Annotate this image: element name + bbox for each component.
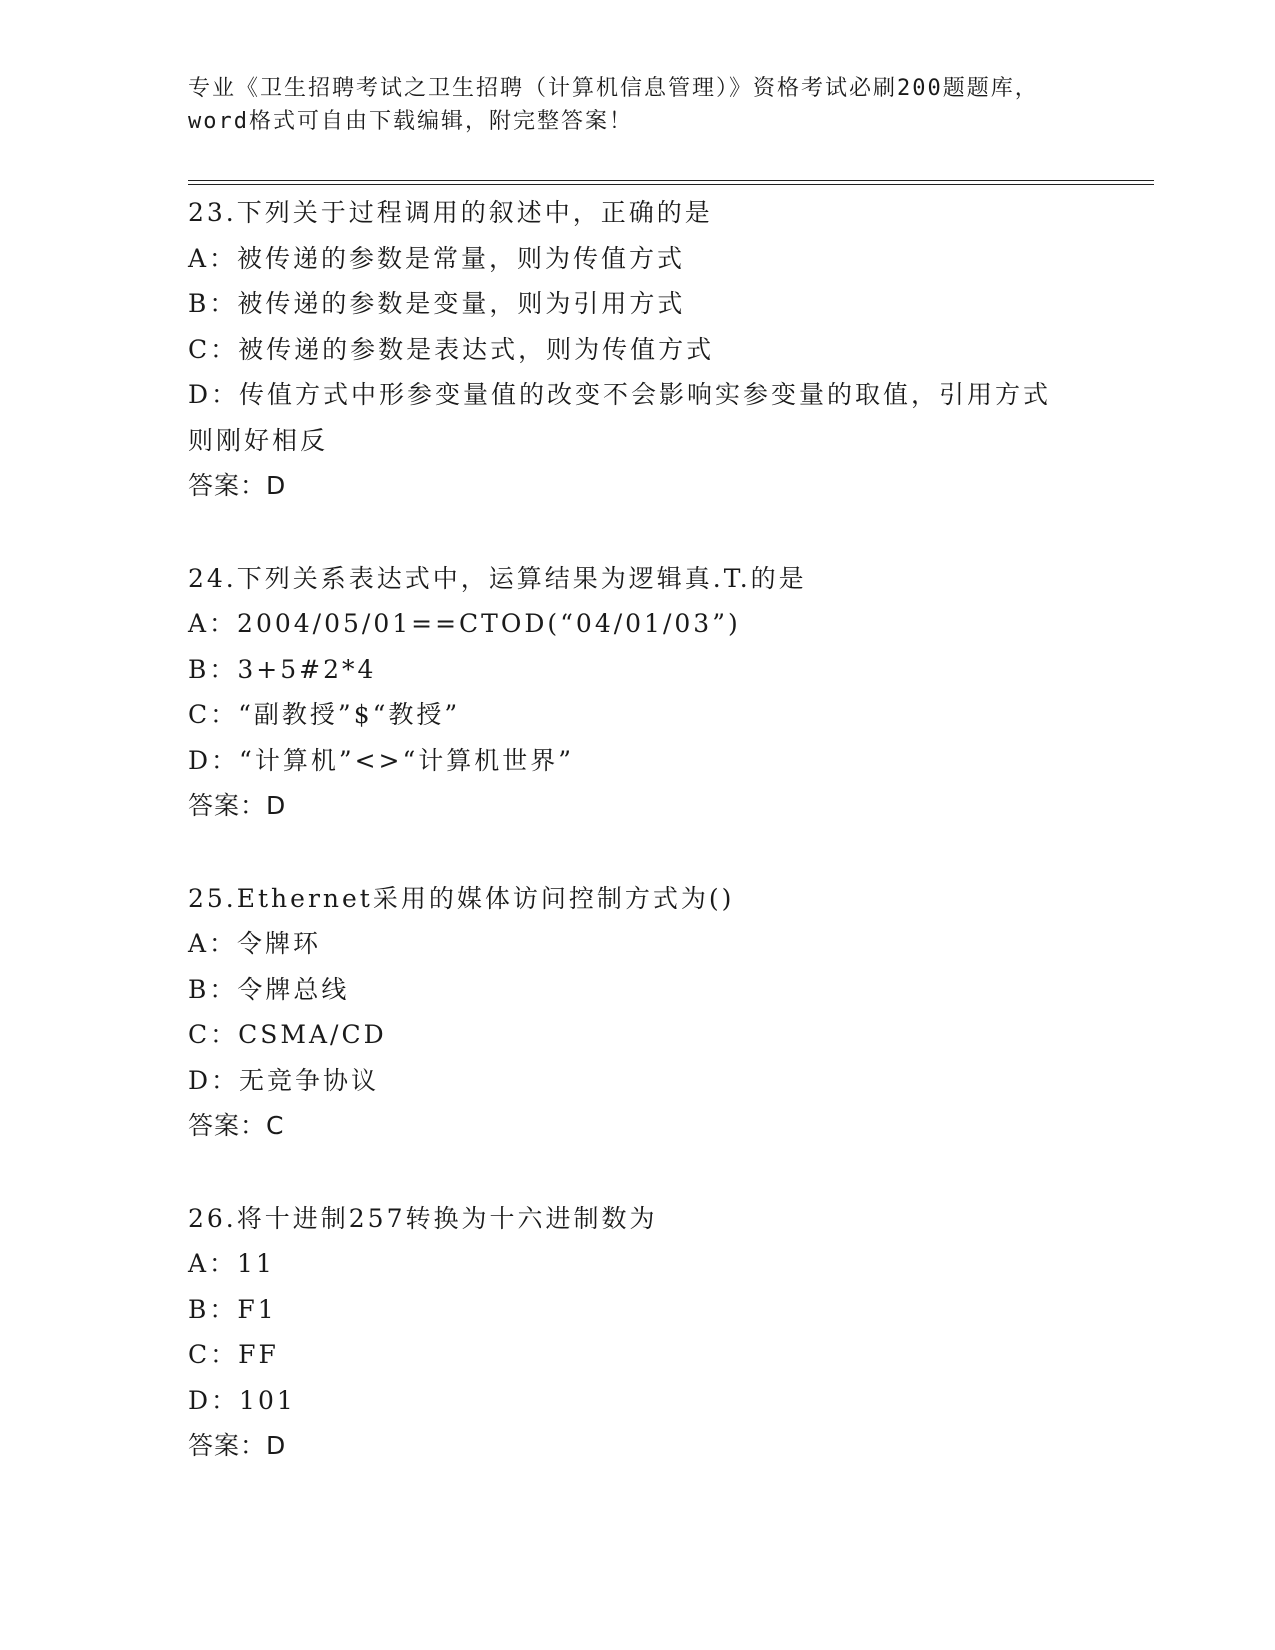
document-header bbox=[188, 72, 1088, 138]
question-stem: 23.下列关于过程调用的叙述中，正确的是 bbox=[188, 198, 713, 227]
answer: 答案：D bbox=[188, 471, 287, 500]
option-c: C：CSMA/CD bbox=[188, 1020, 387, 1049]
question-26 bbox=[188, 1196, 1108, 1469]
option-c: C：被传递的参数是表达式，则为传值方式 bbox=[188, 334, 715, 364]
option-a: A：2004/05/01==CTOD(“04/01/03”) bbox=[188, 609, 741, 638]
option-d: D：无竞争协议 bbox=[188, 1065, 380, 1095]
question-23 bbox=[188, 190, 1108, 509]
option-b: B：3+5#2*4 bbox=[188, 654, 377, 684]
question-24 bbox=[188, 556, 1108, 829]
option-a: A：11 bbox=[188, 1249, 275, 1278]
option-a: A：被传递的参数是常量，则为传值方式 bbox=[188, 243, 686, 273]
header-rule-bottom bbox=[188, 184, 1154, 185]
header-line-1: 专业《卫生招聘考试之卫生招聘（计算机信息管理）》资格考试必刷200题题库， bbox=[188, 76, 1039, 101]
question-stem: 25.Ethernet采用的媒体访问控制方式为() bbox=[188, 883, 735, 913]
option-d-continued: 则刚好相反 bbox=[188, 425, 329, 455]
option-b: B：令牌总线 bbox=[188, 974, 350, 1004]
answer: 答案：C bbox=[188, 1111, 285, 1140]
option-d: D：101 bbox=[188, 1385, 296, 1415]
option-c: C：“副教授”$“教授” bbox=[188, 700, 461, 729]
header-rule-top bbox=[188, 180, 1154, 181]
question-stem: 24.下列关系表达式中，运算结果为逻辑真.T.的是 bbox=[188, 563, 807, 593]
question-stem: 26.将十进制257转换为十六进制数为 bbox=[188, 1203, 658, 1233]
option-d: D：“计算机”<>“计算机世界” bbox=[188, 745, 575, 775]
question-list bbox=[188, 190, 1108, 1516]
answer: 答案：D bbox=[188, 791, 287, 820]
option-b: B：F1 bbox=[188, 1294, 277, 1324]
option-a: A：令牌环 bbox=[188, 929, 322, 958]
answer: 答案：D bbox=[188, 1431, 287, 1460]
option-d: D：传值方式中形参变量值的改变不会影响实参变量的取值，引用方式 bbox=[188, 380, 1052, 409]
header-line-2: word格式可自由下载编辑，附完整答案！ bbox=[188, 109, 633, 134]
question-25 bbox=[188, 876, 1108, 1149]
option-c: C：FF bbox=[188, 1340, 279, 1369]
option-b: B：被传递的参数是变量，则为引用方式 bbox=[188, 289, 686, 318]
